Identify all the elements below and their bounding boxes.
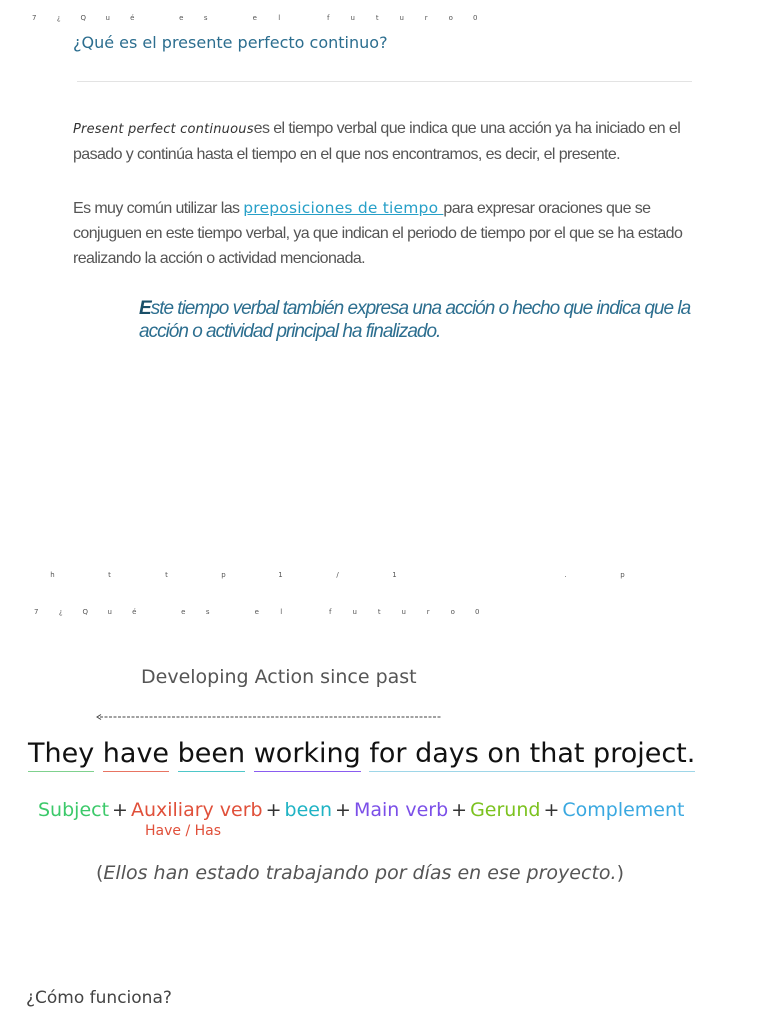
- formula-plus: +: [543, 799, 560, 821]
- header-char: e: [252, 14, 257, 22]
- example-been: been: [178, 738, 245, 772]
- formula-part-been: been: [284, 799, 333, 821]
- header-char: t: [377, 608, 381, 616]
- header-char-strip: [22, 14, 488, 22]
- paragraph-definition: [73, 116, 695, 167]
- header-char: o: [450, 608, 455, 616]
- translation-paren-open: (: [96, 862, 104, 884]
- header-char: e: [181, 608, 186, 616]
- header-char: l: [280, 608, 283, 616]
- url-char: p: [221, 571, 226, 579]
- figure-caption: Developing Action since past: [141, 666, 417, 688]
- header-char: u: [401, 608, 406, 616]
- url-char: /: [336, 571, 339, 579]
- header-char: 7: [32, 14, 37, 22]
- example-subject: They: [28, 738, 94, 772]
- header-char: Q: [80, 14, 86, 22]
- header-char: é: [132, 608, 137, 616]
- formula-part-subject: Subject: [38, 799, 110, 821]
- url-char: p: [620, 571, 625, 579]
- header-char: u: [352, 608, 357, 616]
- header-char: t: [375, 14, 379, 22]
- subheading-how-it-works: ¿Cómo funciona?: [26, 988, 172, 1008]
- header-char: e: [254, 608, 259, 616]
- formula-part-auxiliary-verb: Auxiliary verb: [130, 799, 263, 821]
- header-char: ¿: [56, 14, 61, 22]
- header-char: u: [105, 14, 110, 22]
- example-main-verb: working: [254, 738, 361, 772]
- formula-plus: +: [265, 799, 282, 821]
- header-char: l: [278, 14, 281, 22]
- formula-plus: +: [112, 799, 128, 821]
- header-char: r: [424, 14, 428, 22]
- prepositions-text-before: Es muy común utilizar las: [73, 200, 244, 217]
- header-char: Q: [82, 608, 88, 616]
- example-auxiliary: have: [103, 738, 169, 772]
- header-char: o: [448, 14, 453, 22]
- url-char: 1: [278, 571, 283, 579]
- header-char: e: [179, 14, 184, 22]
- url-char: h: [50, 571, 55, 579]
- header-char: 7: [34, 608, 39, 616]
- formula-plus: +: [451, 799, 468, 821]
- url-char: .: [564, 571, 567, 579]
- formula-part-main-verb: Main verb: [353, 799, 449, 821]
- highlight-quote: [139, 297, 699, 343]
- grammar-formula: [38, 799, 685, 821]
- paragraph-prepositions: [73, 196, 695, 271]
- url-char: t: [108, 571, 111, 579]
- header-char: u: [399, 14, 404, 22]
- header-char: u: [107, 608, 112, 616]
- translation-paren-close: ): [616, 862, 624, 884]
- section-heading: ¿Qué es el presente perfecto continuo?: [73, 33, 388, 52]
- quote-first-letter: E: [139, 298, 151, 319]
- quote-text: ste tiempo verbal también expresa una acción o hecho que indica que la acción o actividad principal ha finalizado.: [139, 298, 691, 342]
- header-char: f: [329, 608, 332, 616]
- header-char: r: [426, 608, 430, 616]
- translation-text: Ellos han estado trabajando por días en ese proyecto.: [103, 862, 617, 884]
- url-char-strip: [24, 571, 651, 579]
- term-present-perfect-continuous: Present perfect continuous: [73, 122, 254, 137]
- timeline-arrow-icon: [96, 714, 441, 720]
- definition-text: es el tiempo verbal que indica que una acción ya ha iniciado en el pasado y continúa hasta el tiempo en el que nos encontramos, es decir, el presente.: [73, 120, 681, 163]
- header-char: s: [205, 608, 210, 616]
- example-translation: [96, 862, 624, 884]
- formula-part-complement: Complement: [562, 799, 685, 821]
- divider: [77, 81, 692, 82]
- formula-plus: +: [335, 799, 351, 821]
- header-char: 0: [473, 14, 478, 22]
- header-char: 0: [475, 608, 480, 616]
- url-char: 1: [392, 571, 397, 579]
- prepositions-text-after: para expresar oraciones que se conjuguen en este tiempo verbal, ya que indican el periodo de tiempo por el que se ha estado realizando la acción o actividad mencionada.: [73, 200, 683, 267]
- header-char: é: [130, 14, 135, 22]
- url-char: t: [165, 571, 168, 579]
- header-char: ¿: [58, 608, 63, 616]
- example-complement: for days on that project.: [369, 738, 695, 772]
- example-sentence: [28, 738, 695, 772]
- header-char-strip-repeat: [24, 608, 490, 616]
- auxiliary-note: Have / Has: [145, 823, 222, 839]
- prepositions-link[interactable]: preposiciones de tiempo: [243, 199, 444, 217]
- header-char: u: [350, 14, 355, 22]
- formula-part-gerund: Gerund: [470, 799, 541, 821]
- header-char: f: [327, 14, 330, 22]
- header-char: s: [203, 14, 208, 22]
